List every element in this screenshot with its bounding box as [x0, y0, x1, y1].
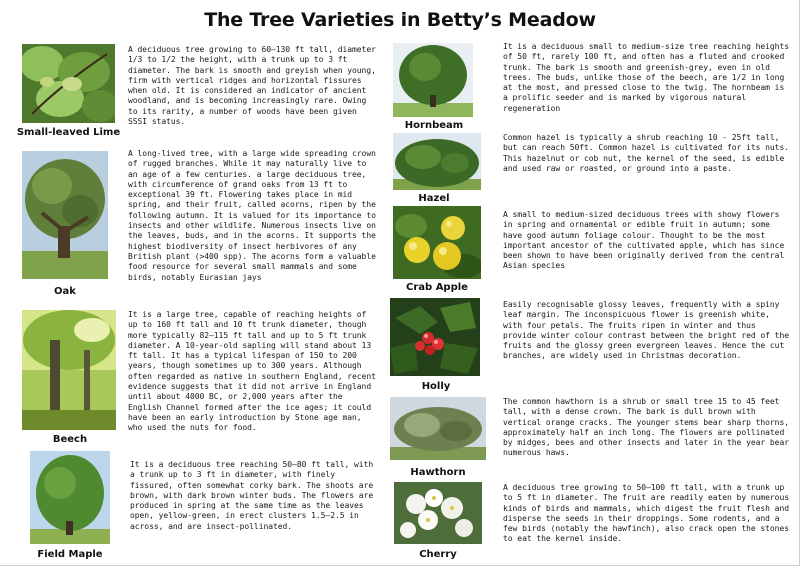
- hazel-label: Hazel: [418, 193, 450, 204]
- holly-label: Holly: [421, 381, 451, 392]
- small-leaved-lime-label: Small-leaved Lime: [16, 127, 121, 138]
- hornbeam-description: It is a deciduous small to medium-size tree reaching heights of 50 ft, rarely 100 ft, and often has a fluted and crooked trunk. The bark is smooth and greenish-grey, even in old trees. The buds, unlike those of the beech, are 1/2 in long at the most, and pressed close to the twig. The hornbeam is a prolific seeder and is marked by vigorous natural regeneration: [503, 42, 789, 113]
- hawthorn-description: The common hawthorn is a shrub or small tree 15 to 45 feet tall, with a dense crown. The bark is dull brown with vertical orange cracks. The younger stems bear sharp thorns, approximately half an inch long. The flowers are pollinated by midges, bees and other insects and later in the year bear numerous haws.: [503, 397, 789, 458]
- beech-description: It is a large tree, capable of reaching heights of up to 160 ft tall and 10 ft trunk diameter, though more typically 82–115 ft tall and up to 5 ft trunk diameter. A 10-year-old sapling will stand about 13 ft tall. It has a typical lifespan of 150 to 200 years, though sometimes up to 300 years. Although often regarded as native in southern England, recent evidence suggests that it did not arrive in England until about 4000 BC, or 2,000 years after the English Channel formed after the ice ages; it could have been an early introduction by Stone age man, who used the nuts for food.: [128, 310, 376, 433]
- field-maple-label: Field Maple: [37, 549, 103, 560]
- beech-label: Beech: [52, 434, 88, 445]
- small-leaved-lime-description: A deciduous tree growing to 60–130 ft tall, diameter 1/3 to 1/2 the height, with a trunk up to 3 ft diameter. The bark is smooth and greyish when young, firm with vertical ridges and horizontal fissures when old. It is considered an indicator of ancient woodland, and is becoming increasingly rare. Owing to its rarity, a number of woods have been given SSSI status.: [128, 45, 376, 127]
- hornbeam-label: Hornbeam: [404, 120, 464, 131]
- hazel-photo: [393, 133, 481, 190]
- page-title: The Tree Varieties in Betty’s Meadow: [204, 9, 596, 31]
- holly-description: Easily recognisable glossy leaves, frequently with a spiny leaf margin. The inconspicuous flower is greenish white, with four petals. The fruits ripen in winter and thus provide winter colour contrast between the bright red of the fruits and the glossy green evergreen leaves. Hence the cut branches, are widely used in Christmas decoration.: [503, 300, 789, 361]
- field-maple-description: It is a deciduous tree reaching 50–80 ft tall, with a trunk up to 3 ft in diameter, with finely fissured, often somewhat corky bark. The shoots are brown, with dark brown winter buds. The flowers are produced in spring at the same time as the leaves open, yellow-green, in erect clusters 1.5–2.5 in across, and are insect-pollinated.: [130, 460, 374, 531]
- hornbeam-photo: [393, 43, 473, 117]
- small-leaved-lime-photo: [22, 44, 115, 123]
- holly-photo: [390, 298, 480, 376]
- oak-label: Oak: [54, 286, 76, 297]
- oak-photo: [22, 151, 108, 279]
- crab-apple-label: Crab Apple: [406, 282, 468, 293]
- field-maple-photo: [30, 451, 110, 544]
- hawthorn-label: Hawthorn: [410, 467, 466, 478]
- oak-description: A long-lived tree, with a large wide spreading crown of rugged branches. While it may naturally live to an age of a few centuries. a large deciduous tree, with circumference of grand oaks from 13 ft to exceptional 39 ft. Flowering takes place in mid spring, and their fruit, called acorns, ripen by the following autumn. It is valued for its importance to insects and other wildlife. Numerous insects live on the leaves, buds, and in the acorns. It supports the highest biodiversity of insect herbivores of any British plant (>400 spp). The acorns form a valuable food resource for several small mammals and some birds, notably Eurasian jays: [128, 149, 376, 282]
- hawthorn-photo: [390, 397, 486, 460]
- beech-photo: [22, 310, 116, 430]
- cherry-photo: [394, 482, 482, 544]
- hazel-description: Common hazel is typically a shrub reaching 10 - 25ft tall, but can reach 50ft. Common hazel is cultivated for its nuts. This hazelnut or cob nut, the kernel of the seed, is edible and used raw or roasted, or ground into a paste.: [503, 133, 789, 173]
- crab-apple-description: A small to medium-sized deciduous trees with showy flowers in spring and ornamental or edible fruit in autumn; some have good autumn foliage colour. Thought to be the most important ancestor of the cultivated apple, which has since been shown to have been originally derived from the central Asian species: [503, 210, 785, 271]
- cherry-label: Cherry: [419, 549, 457, 560]
- crab-apple-photo: [393, 206, 481, 279]
- cherry-description: A deciduous tree growing to 50–100 ft tall, with a trunk up to 5 ft in diameter. The fruit are readily eaten by numerous kinds of birds and mammals, which digest the fruit flesh and disperse the seeds in their droppings. Some rodents, and a few birds (notably the hawfinch), also crack open the stones to eat the kernel inside.: [503, 483, 789, 544]
